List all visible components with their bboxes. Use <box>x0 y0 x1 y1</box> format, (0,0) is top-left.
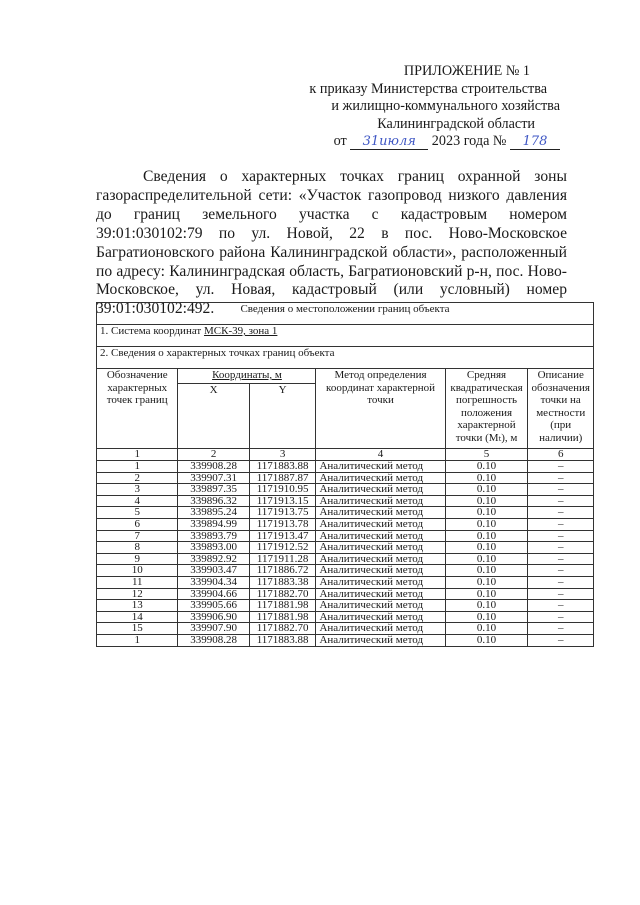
appendix-region-line: Калининградской области <box>377 115 535 132</box>
description-cell: – <box>528 461 594 473</box>
point-number: 7 <box>97 530 178 542</box>
appendix-date-line <box>300 133 560 151</box>
coordinate-system-value: МСК-39, зона 1 <box>203 325 278 337</box>
table-row <box>97 495 594 507</box>
coord-y: 1171883.88 <box>249 634 316 646</box>
table-row <box>97 600 594 612</box>
coord-y: 1171913.75 <box>249 507 316 519</box>
coord-x: 339906.90 <box>178 611 249 623</box>
coord-y: 1171883.38 <box>249 576 316 588</box>
description-cell: – <box>528 484 594 496</box>
point-number: 6 <box>97 518 178 530</box>
header-method: Метод определения координат характерной точки <box>316 369 445 449</box>
table-row <box>97 472 594 484</box>
coord-y: 1171913.15 <box>249 495 316 507</box>
coord-y: 1171910.95 <box>249 484 316 496</box>
method-cell: Аналитический метод <box>316 461 445 473</box>
points-section-row: 2. Сведения о характерных точках границ объекта <box>97 347 594 369</box>
method-cell: Аналитический метод <box>316 588 445 600</box>
method-cell: Аналитический метод <box>316 576 445 588</box>
error-cell: 0.10 <box>445 576 528 588</box>
coord-y: 1171881.98 <box>249 611 316 623</box>
header-error: Средняя квадратическая погрешность положения характерной точки (Mₜ), м <box>445 369 528 449</box>
coord-x: 339908.28 <box>178 634 249 646</box>
description-cell: – <box>528 576 594 588</box>
intro-paragraph <box>96 168 567 319</box>
point-number: 9 <box>97 553 178 565</box>
table-row <box>97 588 594 600</box>
coord-y: 1171882.70 <box>249 588 316 600</box>
description-cell: – <box>528 530 594 542</box>
method-cell: Аналитический метод <box>316 484 445 496</box>
coord-x: 339907.31 <box>178 472 249 484</box>
coord-x: 339907.90 <box>178 623 249 635</box>
description-cell: – <box>528 472 594 484</box>
description-cell: – <box>528 634 594 646</box>
point-number: 15 <box>97 623 178 635</box>
coord-y: 1171913.78 <box>249 518 316 530</box>
coordinate-system-label: 1. Система координат <box>100 325 204 337</box>
appendix-ministry-line: и жилищно-коммунального хозяйства <box>331 98 560 115</box>
table-row <box>97 461 594 473</box>
point-number: 14 <box>97 611 178 623</box>
header-coordinates: Координаты, м <box>178 369 316 384</box>
method-cell: Аналитический метод <box>316 553 445 565</box>
table-row <box>97 484 594 496</box>
error-cell: 0.10 <box>445 611 528 623</box>
error-cell: 0.10 <box>445 530 528 542</box>
method-cell: Аналитический метод <box>316 472 445 484</box>
coord-x: 339894.99 <box>178 518 249 530</box>
appendix-order-line: к приказу Министерства строительства <box>309 80 547 97</box>
table-row <box>97 553 594 565</box>
error-cell: 0.10 <box>445 588 528 600</box>
boundary-table <box>96 302 594 647</box>
table-row <box>97 530 594 542</box>
description-cell: – <box>528 600 594 612</box>
point-number: 1 <box>97 634 178 646</box>
column-number: 4 <box>316 449 445 461</box>
coord-x: 339908.28 <box>178 461 249 473</box>
method-cell: Аналитический метод <box>316 507 445 519</box>
coord-y: 1171911.28 <box>249 553 316 565</box>
description-cell: – <box>528 495 594 507</box>
column-number: 2 <box>178 449 249 461</box>
coord-y: 1171912.52 <box>249 542 316 554</box>
coord-x: 339892.92 <box>178 553 249 565</box>
description-cell: – <box>528 611 594 623</box>
description-cell: – <box>528 565 594 577</box>
handwritten-date: 31июля <box>350 134 428 150</box>
point-number: 1 <box>97 461 178 473</box>
coord-x: 339897.35 <box>178 484 249 496</box>
table-row <box>97 634 594 646</box>
coord-x: 339896.32 <box>178 495 249 507</box>
description-cell: – <box>528 518 594 530</box>
coord-y: 1171882.70 <box>249 623 316 635</box>
point-number: 4 <box>97 495 178 507</box>
error-cell: 0.10 <box>445 484 528 496</box>
column-number: 5 <box>445 449 528 461</box>
point-number: 13 <box>97 600 178 612</box>
error-cell: 0.10 <box>445 553 528 565</box>
error-cell: 0.10 <box>445 461 528 473</box>
table-row <box>97 518 594 530</box>
date-prefix: от <box>333 133 347 150</box>
error-cell: 0.10 <box>445 565 528 577</box>
appendix-title: ПРИЛОЖЕНИЕ № 1 <box>403 63 530 79</box>
error-cell: 0.10 <box>445 495 528 507</box>
method-cell: Аналитический метод <box>316 634 445 646</box>
table-row <box>97 542 594 554</box>
point-number: 3 <box>97 484 178 496</box>
coord-x: 339903.47 <box>178 565 249 577</box>
method-cell: Аналитический метод <box>316 530 445 542</box>
coord-y: 1171913.47 <box>249 530 316 542</box>
point-number: 8 <box>97 542 178 554</box>
description-cell: – <box>528 507 594 519</box>
table-row <box>97 611 594 623</box>
handwritten-number: 178 <box>510 134 560 150</box>
header-x: X <box>178 384 249 449</box>
description-cell: – <box>528 623 594 635</box>
error-cell: 0.10 <box>445 623 528 635</box>
coord-y: 1171881.98 <box>249 600 316 612</box>
coord-y: 1171887.87 <box>249 472 316 484</box>
coord-x: 339893.00 <box>178 542 249 554</box>
error-cell: 0.10 <box>445 634 528 646</box>
point-number: 11 <box>97 576 178 588</box>
point-number: 10 <box>97 565 178 577</box>
coord-x: 339904.66 <box>178 588 249 600</box>
header-description: Описание обозначения точки на местности (при наличии) <box>528 369 594 449</box>
column-number: 3 <box>249 449 316 461</box>
coord-x: 339904.34 <box>178 576 249 588</box>
coord-x: 339893.79 <box>178 530 249 542</box>
error-cell: 0.10 <box>445 507 528 519</box>
header-y: Y <box>249 384 316 449</box>
coordinate-system-row <box>97 325 594 347</box>
table-row <box>97 576 594 588</box>
error-cell: 0.10 <box>445 600 528 612</box>
method-cell: Аналитический метод <box>316 600 445 612</box>
coord-x: 339895.24 <box>178 507 249 519</box>
method-cell: Аналитический метод <box>316 565 445 577</box>
method-cell: Аналитический метод <box>316 542 445 554</box>
coord-x: 339905.66 <box>178 600 249 612</box>
column-number: 6 <box>528 449 594 461</box>
table-title: Сведения о местоположении границ объекта <box>97 303 594 325</box>
table-row <box>97 565 594 577</box>
year-text: 2023 года № <box>431 133 507 150</box>
error-cell: 0.10 <box>445 542 528 554</box>
method-cell: Аналитический метод <box>316 518 445 530</box>
appendix-header <box>300 63 560 151</box>
method-cell: Аналитический метод <box>316 623 445 635</box>
description-cell: – <box>528 553 594 565</box>
header-designation: Обозначение характерных точек границ <box>97 369 178 449</box>
coord-y: 1171883.88 <box>249 461 316 473</box>
coord-y: 1171886.72 <box>249 565 316 577</box>
point-number: 12 <box>97 588 178 600</box>
column-number: 1 <box>97 449 178 461</box>
table-row <box>97 623 594 635</box>
point-number: 5 <box>97 507 178 519</box>
method-cell: Аналитический метод <box>316 611 445 623</box>
error-cell: 0.10 <box>445 518 528 530</box>
column-number-row <box>97 449 594 461</box>
error-cell: 0.10 <box>445 472 528 484</box>
point-number: 2 <box>97 472 178 484</box>
method-cell: Аналитический метод <box>316 495 445 507</box>
description-cell: – <box>528 588 594 600</box>
description-cell: – <box>528 542 594 554</box>
intro-text: Сведения о характерных точках границ охранной зоны газораспределительной сети: «Участок газопровод низкого давления до границ земельного участка с кадастровым номером 39:01:030102:79 по ул. Новой, 22 в пос. Ново-Московское Багратионовского района Калининградской области», расположенный по адресу: Калининградская область, Багратионовский р-н, пос. Ново-Московское, ул. Новая, кадастровый (или условный) номер 39:01:030102:492. <box>96 168 567 318</box>
table-row <box>97 507 594 519</box>
